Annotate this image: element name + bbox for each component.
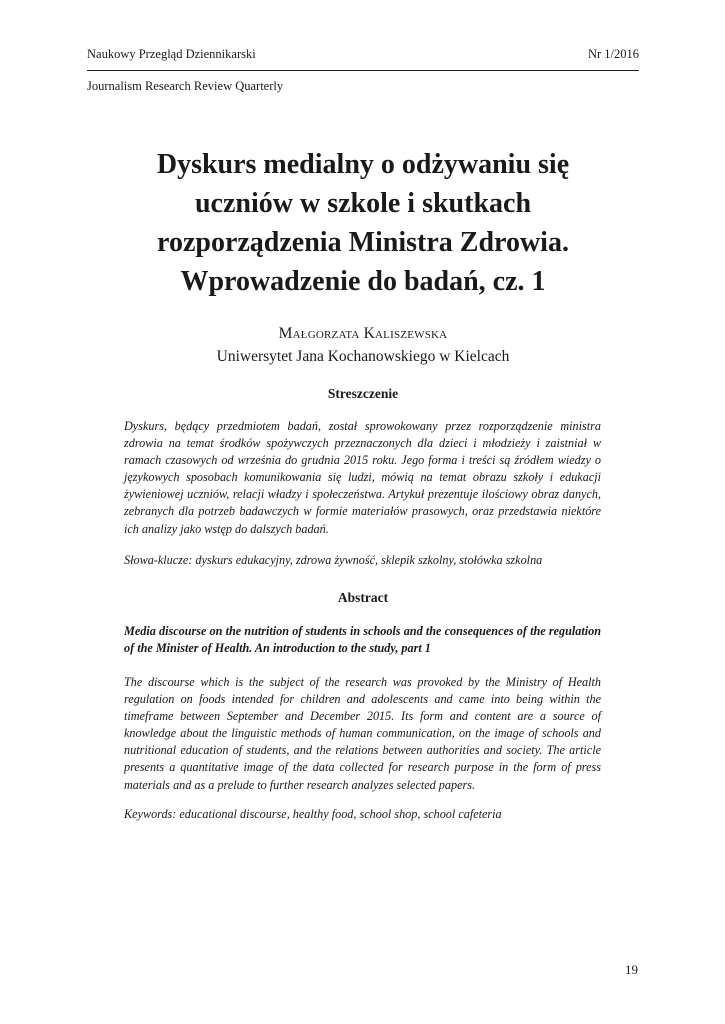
abstract-heading: Abstract (337, 590, 389, 605)
title-line: Wprowadzenie do badań, cz. 1 (180, 266, 546, 297)
author-affiliation: Uniwersytet Jana Kochanowskiego w Kielcach (216, 348, 510, 365)
running-header (87, 47, 639, 62)
abstract-text: The discourse which is the subject of the research was provoked by the Ministry of Health regulation on foods intended for children and adolescents and came into being within the timeframe between September and December 2015. Its form and content are a source of knowledge about the linguistic methods of human communication, on the image of schools and nutritional education of students, and the relations between authorities and society. The article presents a quantitative image of the data collected for research purpose in the form of press materials and as a prelude to further research analyzes selected papers. (124, 675, 601, 792)
header-divider (87, 70, 639, 71)
journal-name-en: Journalism Research Review Quarterly (87, 79, 284, 93)
streszczenie-keywords: Słowa-klucze: dyskurs edukacyjny, zdrowa żywność, sklepik szkolny, stołówka szkolna (124, 553, 543, 567)
streszczenie-text: Dyskurs, będący przedmiotem badań, został sprowokowany przez rozporządzenie ministra zdrowia na temat środków spożywczych przeznaczonych dla dzieci i młodzieży i zaistniał w ramach czasowych od września do grudnia 2015 roku. Jego forma i treści są źródłem wiedzy o językowych sposobach komunikowania się ludzi, mówią na temat obrazu szkoły i edukacji żywieniowej uczniów, relacji władzy i społeczeństwa. Artykuł prezentuje ilościowy obraz danych, zebranych dla potrzeb badawczych w formie materiałów prasowych, oraz przedstawia niektóre ich analizy jako wstęp do dalszych badań. (124, 419, 601, 536)
abstract-keywords: Keywords: educational discourse, healthy food, school shop, school cafeteria (124, 807, 502, 821)
title-line: rozporządzenia Ministra Zdrowia. (157, 227, 569, 258)
abstract-title: Media discourse on the nutrition of students in schools and the consequences of the regulation of the Minister of Health. An introduction to the study, part 1 (124, 624, 601, 655)
journal-name-pl: Naukowy Przegląd Dziennikarski (87, 47, 256, 61)
page-number: 19 (625, 962, 638, 977)
author-name: Małgorzata Kaliszewska (278, 325, 448, 342)
title-line: Dyskurs medialny o odżywaniu się (156, 149, 570, 180)
article-title (87, 145, 639, 301)
title-line: uczniów w szkole i skutkach (194, 188, 532, 219)
streszczenie-heading: Streszczenie (327, 386, 399, 401)
issue-number: Nr 1/2016 (587, 47, 639, 61)
